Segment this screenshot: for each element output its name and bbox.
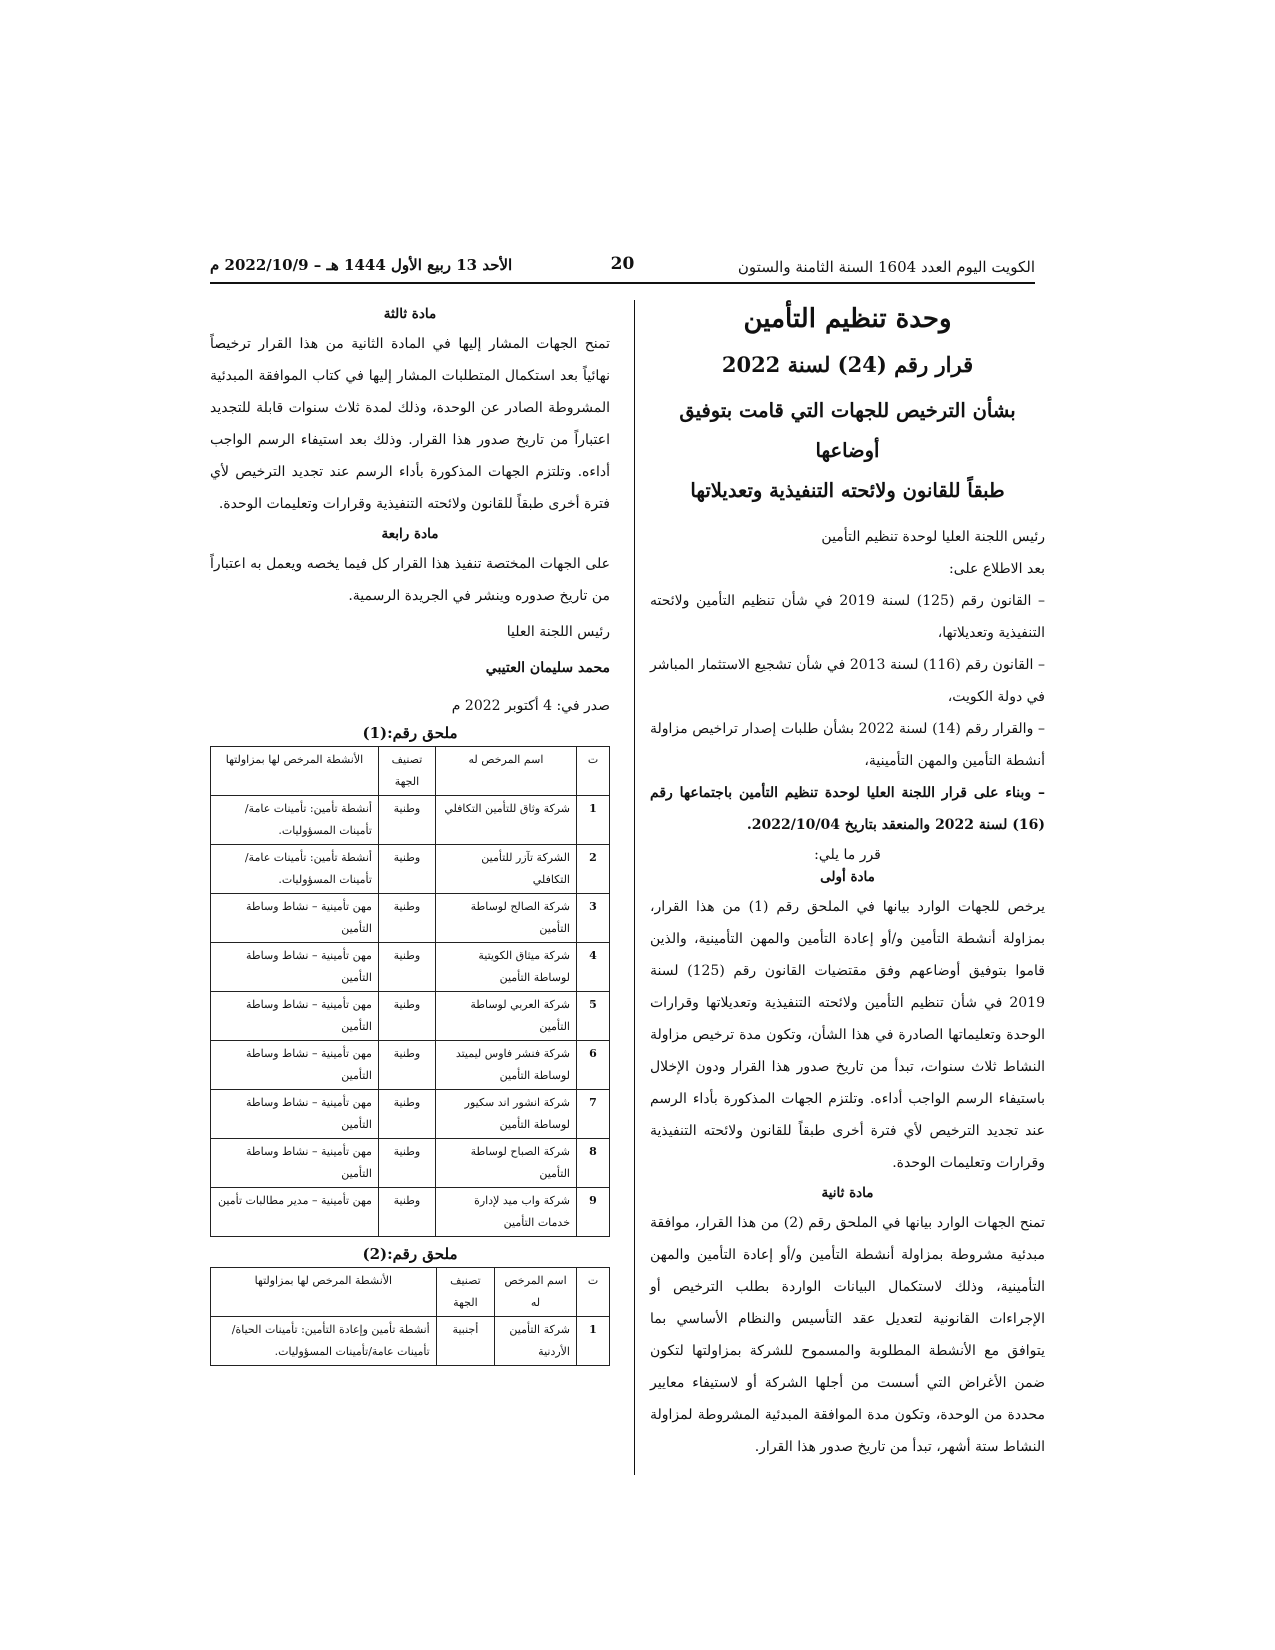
annex-1-col-num: ت: [577, 747, 610, 796]
company-name: شركة واب ميد لإدارة خدمات التأمين: [435, 1188, 576, 1237]
entity-type: أجنبية: [436, 1317, 494, 1366]
after-review: بعد الاطلاع على:: [949, 561, 1045, 577]
article-2-title: مادة ثانية: [821, 1185, 874, 1201]
table-row: [211, 1041, 610, 1090]
row-number: 1: [577, 1317, 610, 1366]
licensed-activity: أنشطة تأمين: تأمينات عامة/تأمينات المسؤوليات.: [211, 796, 379, 845]
row-number: 5: [577, 992, 610, 1041]
signatory-name: محمد سليمان العتيبي: [485, 660, 610, 676]
company-name: شركة انشور اند سكيور لوساطة التأمين: [435, 1090, 576, 1139]
right-column: [650, 300, 1045, 1463]
row-number: 2: [577, 845, 610, 894]
annex-2-table: [210, 1267, 610, 1366]
annex-2-col-type: تصنيف الجهة: [436, 1268, 494, 1317]
company-name: شركة فنشر فاوس ليميتد لوساطة التأمين: [435, 1041, 576, 1090]
licensed-activity: أنشطة تأمين: تأمينات عامة/تأمينات المسؤوليات.: [211, 845, 379, 894]
subject-line-2: طبقاً للقانون ولائحته التنفيذية وتعديلاتها: [690, 479, 1005, 502]
entity-type: وطنية: [378, 943, 435, 992]
article-4-title: مادة رابعة: [381, 526, 439, 542]
table-row: [211, 1090, 610, 1139]
left-column: [210, 300, 610, 1366]
column-divider: [634, 300, 635, 1475]
entity-type: وطنية: [378, 1188, 435, 1237]
preamble-item-2: – القانون رقم (116) لسنة 2013 في شأن تشجيع الاستثمار المباشر في دولة الكويت،: [650, 657, 1045, 705]
licensed-activity: أنشطة تأمين وإعادة التأمين: تأمينات الحياة/تأمينات عامة/تأمينات المسؤوليات.: [211, 1317, 437, 1366]
annex-2-col-name: اسم المرخص له: [495, 1268, 577, 1317]
table-row: [211, 1317, 610, 1366]
licensed-activity: مهن تأمينية – مدير مطالبات تأمين: [211, 1188, 379, 1237]
entity-type: وطنية: [378, 894, 435, 943]
company-name: شركة التأمين الأردنية: [495, 1317, 577, 1366]
annex-1-title: ملحق رقم:(1): [362, 724, 458, 742]
company-name: شركة ميثاق الكويتية لوساطة التأمين: [435, 943, 576, 992]
table-row: [211, 1139, 610, 1188]
table-row: [211, 992, 610, 1041]
annex-1-col-type: تصنيف الجهة: [378, 747, 435, 796]
entity-type: وطنية: [378, 992, 435, 1041]
entity-type: وطنية: [378, 796, 435, 845]
company-name: شركة الصالح لوساطة التأمين: [435, 894, 576, 943]
article-1-title: مادة أولى: [820, 869, 875, 885]
row-number: 8: [577, 1139, 610, 1188]
annex-1-header-row: [211, 747, 610, 796]
row-number: 1: [577, 796, 610, 845]
licensed-activity: مهن تأمينية – نشاط وساطة التأمين: [211, 1041, 379, 1090]
annex-2-title: ملحق رقم:(2): [362, 1245, 458, 1263]
row-number: 6: [577, 1041, 610, 1090]
decided-label: قرر ما يلي:: [814, 847, 881, 863]
annex-2-col-activity: الأنشطة المرخص لها بمزاولتها: [211, 1268, 437, 1317]
licensed-activity: مهن تأمينية – نشاط وساطة التأمين: [211, 1090, 379, 1139]
article-1-text: يرخص للجهات الوارد بيانها في الملحق رقم (1) من هذا القرار، بمزاولة أنشطة التأمين و/أو إعادة التأمين والمهن التأمينية، والذين قاموا بتوفيق أوضاعهم وفق مقتضيات القانون رقم (125) لسنة 2019 في شأن تنظيم التأمين ولائحته التنفيذية وتعديلاتها وقرارات الوحدة وتعليماتها الصادرة في هذا الشأن، وتكون مدة ترخيص مزاولة النشاط ثلاث سنوات، تبدأ من تاريخ صدور هذا القرار ودون الإخلال باستيفاء الرسم الواجب أداءه. وتلتزم الجهات المذكورة بأداء الرسم عند تجديد الترخيص لأي فترة أخرى طبقاً للقانون ولائحته التنفيذية وقرارات وتعليمات الوحدة.: [650, 899, 1045, 1171]
annex-2-header-row: [211, 1268, 610, 1317]
annex-1-col-activity: الأنشطة المرخص لها بمزاولتها: [211, 747, 379, 796]
entity-type: وطنية: [378, 1090, 435, 1139]
entity-type: وطنية: [378, 1139, 435, 1188]
row-number: 7: [577, 1090, 610, 1139]
article-3-title: مادة ثالثة: [383, 306, 437, 322]
licensed-activity: مهن تأمينية – نشاط وساطة التأمين: [211, 1139, 379, 1188]
annex-1-col-name: اسم المرخص له: [435, 747, 576, 796]
header-date: الأحد 13 ربيع الأول 1444 هـ – 2022/10/9 م: [210, 256, 513, 274]
annex-1-table: [210, 746, 610, 1237]
preamble-item-3: – والقرار رقم (14) لسنة 2022 بشأن طلبات إصدار تراخيص مزاولة أنشطة التأمين والمهن التأمينية،: [650, 721, 1045, 769]
table-row: [211, 943, 610, 992]
licensed-activity: مهن تأمينية – نشاط وساطة التأمين: [211, 943, 379, 992]
header-rule: [210, 282, 1035, 284]
preamble-item-1: – القانون رقم (125) لسنة 2019 في شأن تنظيم التأمين ولائحته التنفيذية وتعديلاتها،: [650, 593, 1045, 641]
article-2-text: تمنح الجهات الوارد بيانها في الملحق رقم (2) من هذا القرار، موافقة مبدئية مشروطة بمزاولة أنشطة التأمين و/أو إعادة التأمين والمهن التأمينية، وذلك لاستكمال البيانات الواردة بطلب الترخيص أو الإجراءات القانونية لتعديل عقد التأسيس والنظام الأساسي بما يتوافق مع الأنشطة المطلوبة والمسموح للشركة بمزاولتها لتكون ضمن الأغراض التي أسست من أجلها الشركة أو لاستيفاء معايير محددة من الوحدة، وتكون مدة الموافقة المبدئية المشروطة لمزاولة النشاط ستة أشهر، تبدأ من تاريخ صدور هذا القرار.: [650, 1215, 1045, 1455]
row-number: 4: [577, 943, 610, 992]
signatory-title: رئيس اللجنة العليا: [506, 624, 610, 640]
row-number: 3: [577, 894, 610, 943]
entity-type: وطنية: [378, 1041, 435, 1090]
table-row: [211, 1188, 610, 1237]
company-name: شركة العربي لوساطة التأمين: [435, 992, 576, 1041]
table-row: [211, 845, 610, 894]
preamble-item-4: – وبناء على قرار اللجنة العليا لوحدة تنظيم التأمين باجتماعها رقم (16) لسنة 2022 والمنعقد بتاريخ 2022/10/04.: [650, 785, 1045, 833]
header-issue-info: الكويت اليوم العدد 1604 السنة الثامنة والستون: [737, 258, 1035, 276]
article-3-text: تمنح الجهات المشار إليها في المادة الثانية من هذا القرار ترخيصاً نهائياً بعد استكمال المتطلبات المشار إليها في كتاب الموافقة المبدئية المشروطة الصادر عن الوحدة، وذلك لمدة ثلاث سنوات قابلة للتجديد اعتباراً من تاريخ صدور هذا القرار. وذلك بعد استيفاء الرسم الواجب أداءه. وتلتزم الجهات المذكورة بأداء الرسم عند تجديد الترخيص لأي فترة أخرى طبقاً للقانون ولائحته التنفيذية وقرارات وتعليمات الوحدة.: [210, 336, 610, 512]
decision-subject: [650, 391, 1045, 511]
table-row: [211, 894, 610, 943]
header-page-number: 20: [610, 254, 635, 274]
issued-date: صدر في: 4 أكتوبر 2022 م: [451, 698, 610, 714]
annex-2-col-num: ت: [577, 1268, 610, 1317]
licensed-activity: مهن تأمينية – نشاط وساطة التأمين: [211, 894, 379, 943]
table-row: [211, 796, 610, 845]
unit-title: وحدة تنظيم التأمين: [743, 304, 952, 334]
company-name: شركة وثاق للتأمين التكافلي: [435, 796, 576, 845]
company-name: شركة الصباح لوساطة التأمين: [435, 1139, 576, 1188]
article-4-text: على الجهات المختصة تنفيذ هذا القرار كل فيما يخصه ويعمل به اعتباراً من تاريخ صدوره وينشر في الجريدة الرسمية.: [210, 556, 610, 604]
chairman-intro: رئيس اللجنة العليا لوحدة تنظيم التأمين: [821, 529, 1045, 545]
decision-title: قرار رقم (24) لسنة 2022: [721, 352, 974, 377]
subject-line-1: بشأن الترخيص للجهات التي قامت بتوفيق أوضاعها: [679, 399, 1016, 462]
row-number: 9: [577, 1188, 610, 1237]
licensed-activity: مهن تأمينية – نشاط وساطة التأمين: [211, 992, 379, 1041]
entity-type: وطنية: [378, 845, 435, 894]
company-name: الشركة تآزر للتأمين التكافلي: [435, 845, 576, 894]
